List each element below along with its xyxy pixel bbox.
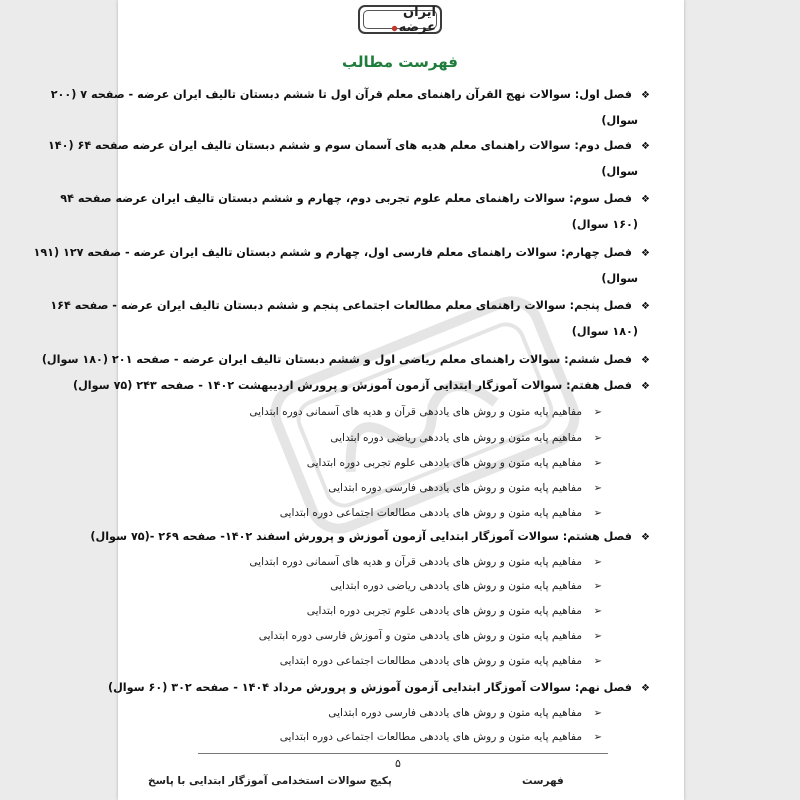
arrow-bullet-icon: ➢ xyxy=(593,631,602,642)
list-item[interactable]: ➢مفاهیم پایه متون و روش های یاددهی مطالعات اجتماعی دوره ابتدایی xyxy=(279,731,602,743)
arrow-bullet-icon: ➢ xyxy=(593,606,602,617)
chapter-4-cont: سوال) xyxy=(601,272,638,285)
chapter-6-title: فصل ششم: سوالات راهنمای معلم ریاضی اول و ششم دبستان تالیف ایران عرضه - صفحه ۲۰۱ (۱۸۰ سوال) xyxy=(41,353,632,366)
list-item[interactable]: ➢مفاهیم پایه متون و روش های یاددهی متون و آموزش فارسی دوره ابتدایی xyxy=(258,630,602,642)
toc-chapter-1[interactable] xyxy=(51,82,650,109)
footer-book-title: پکیج سوالات استخدامی آموزگار ابتدایی با پاسخ xyxy=(148,775,392,787)
list-item[interactable]: ➢مفاهیم پایه متون و روش های یاددهی علوم تجربی دوره ابتدایی xyxy=(306,605,602,617)
arrow-bullet-icon: ➢ xyxy=(593,433,602,444)
diamond-bullet-icon: ❖ xyxy=(641,381,650,392)
chapter-1-title: فصل اول: سوالات نهج القرآن راهنمای معلم قرآن اول تا ششم دبستان تالیف ایران عرضه - صفحه ۷ (۲۰۰ xyxy=(50,88,632,101)
footer-section-title: فهرست xyxy=(522,775,564,787)
toc-chapter-2[interactable] xyxy=(48,133,650,160)
page-title: فهرست مطالب xyxy=(342,53,458,71)
toc-chapter-7[interactable] xyxy=(73,373,650,400)
toc-chapter-3[interactable] xyxy=(60,186,650,213)
toc-chapter-6[interactable] xyxy=(42,347,650,374)
arrow-bullet-icon: ➢ xyxy=(593,732,602,743)
page-number: ۵ xyxy=(395,757,401,770)
toc-chapter-4[interactable] xyxy=(34,240,651,267)
chapter-5-cont: (۱۸۰ سوال) xyxy=(571,325,638,338)
arrow-bullet-icon: ➢ xyxy=(593,656,602,667)
arrow-bullet-icon: ➢ xyxy=(593,483,602,494)
chapter-2-cont: سوال) xyxy=(601,165,638,178)
diamond-bullet-icon: ❖ xyxy=(641,248,650,259)
list-item[interactable]: ➢مفاهیم پایه متون و روش های یاددهی ریاضی دوره ابتدایی xyxy=(330,580,602,592)
arrow-bullet-icon: ➢ xyxy=(593,407,602,418)
diamond-bullet-icon: ❖ xyxy=(641,90,650,101)
toc-chapter-8[interactable] xyxy=(90,524,650,551)
list-item[interactable]: ➢مفاهیم پایه متون و روش های یاددهی ریاضی دوره ابتدایی xyxy=(330,432,602,444)
chapter-3-cont: (۱۶۰ سوال) xyxy=(571,218,638,231)
arrow-bullet-icon: ➢ xyxy=(593,557,602,568)
logo-text: ایران عرضه xyxy=(363,10,437,29)
chapter-8-title: فصل هشتم: سوالات آموزگار ابتدایی آزمون آموزش و پرورش اسفند ۱۴۰۲- صفحه ۲۶۹ -(۷۵ سوال) xyxy=(90,530,632,543)
brand-logo xyxy=(358,5,442,34)
list-item[interactable]: ➢مفاهیم پایه متون و روش های یاددهی فارسی دوره ابتدایی xyxy=(328,482,602,494)
diamond-bullet-icon: ❖ xyxy=(641,355,650,366)
list-item[interactable]: ➢مفاهیم پایه متون و روش های یاددهی قرآن و هدیه های آسمانی دوره ابتدایی xyxy=(249,406,602,418)
list-item[interactable]: ➢مفاهیم پایه متون و روش های یاددهی علوم تجربی دوره ابتدایی xyxy=(306,457,602,469)
footer-divider xyxy=(198,753,608,754)
chapter-4-title: فصل چهارم: سوالات راهنمای معلم فارسی اول، چهارم و ششم دبستان تالیف ایران عرضه - صفحه ۱۲۷ (۱۹۱ xyxy=(33,246,632,259)
arrow-bullet-icon: ➢ xyxy=(593,708,602,719)
chapter-9-title: فصل نهم: سوالات آموزگار ابتدایی آزمون آموزش و پرورش مرداد ۱۴۰۴ - صفحه ۳۰۲ (۶۰ سوال) xyxy=(107,681,632,694)
chapter-5-title: فصل پنجم: سوالات راهنمای معلم مطالعات اجتماعی پنجم و ششم دبستان تالیف ایران عرضه - صفحه ۱۶۴ xyxy=(50,299,632,312)
diamond-bullet-icon: ❖ xyxy=(641,141,650,152)
diamond-bullet-icon: ❖ xyxy=(641,194,650,205)
list-item[interactable]: ➢مفاهیم پایه متون و روش های یاددهی فارسی دوره ابتدایی xyxy=(328,707,602,719)
diamond-bullet-icon: ❖ xyxy=(641,301,650,312)
list-item[interactable]: ➢مفاهیم پایه متون و روش های یاددهی مطالعات اجتماعی دوره ابتدایی xyxy=(279,507,602,519)
arrow-bullet-icon: ➢ xyxy=(593,581,602,592)
arrow-bullet-icon: ➢ xyxy=(593,508,602,519)
chapter-7-title: فصل هفتم: سوالات آموزگار ابتدایی آزمون آموزش و پرورش اردیبهشت ۱۴۰۲ - صفحه ۲۴۳ (۷۵ سوال) xyxy=(72,379,632,392)
chapter-3-title: فصل سوم: سوالات راهنمای معلم علوم تجربی دوم، چهارم و ششم دبستان تالیف ایران عرضه صفحه ۹۴ xyxy=(60,192,632,205)
diamond-bullet-icon: ❖ xyxy=(641,683,650,694)
list-item[interactable]: ➢مفاهیم پایه متون و روش های یاددهی مطالعات اجتماعی دوره ابتدایی xyxy=(279,655,602,667)
diamond-bullet-icon: ❖ xyxy=(641,532,650,543)
logo-dot-icon xyxy=(392,26,397,31)
chapter-1-cont: سوال) xyxy=(601,114,638,127)
arrow-bullet-icon: ➢ xyxy=(593,458,602,469)
toc-chapter-5[interactable] xyxy=(50,293,650,320)
chapter-2-title: فصل دوم: سوالات راهنمای معلم هدیه های آسمان سوم و ششم دبستان تالیف ایران عرضه صفحه ۶۴ (۱۴۰ xyxy=(47,139,632,152)
list-item[interactable]: ➢مفاهیم پایه متون و روش های یاددهی قرآن و هدیه های آسمانی دوره ابتدایی xyxy=(249,556,602,568)
toc-chapter-9[interactable] xyxy=(108,675,650,702)
